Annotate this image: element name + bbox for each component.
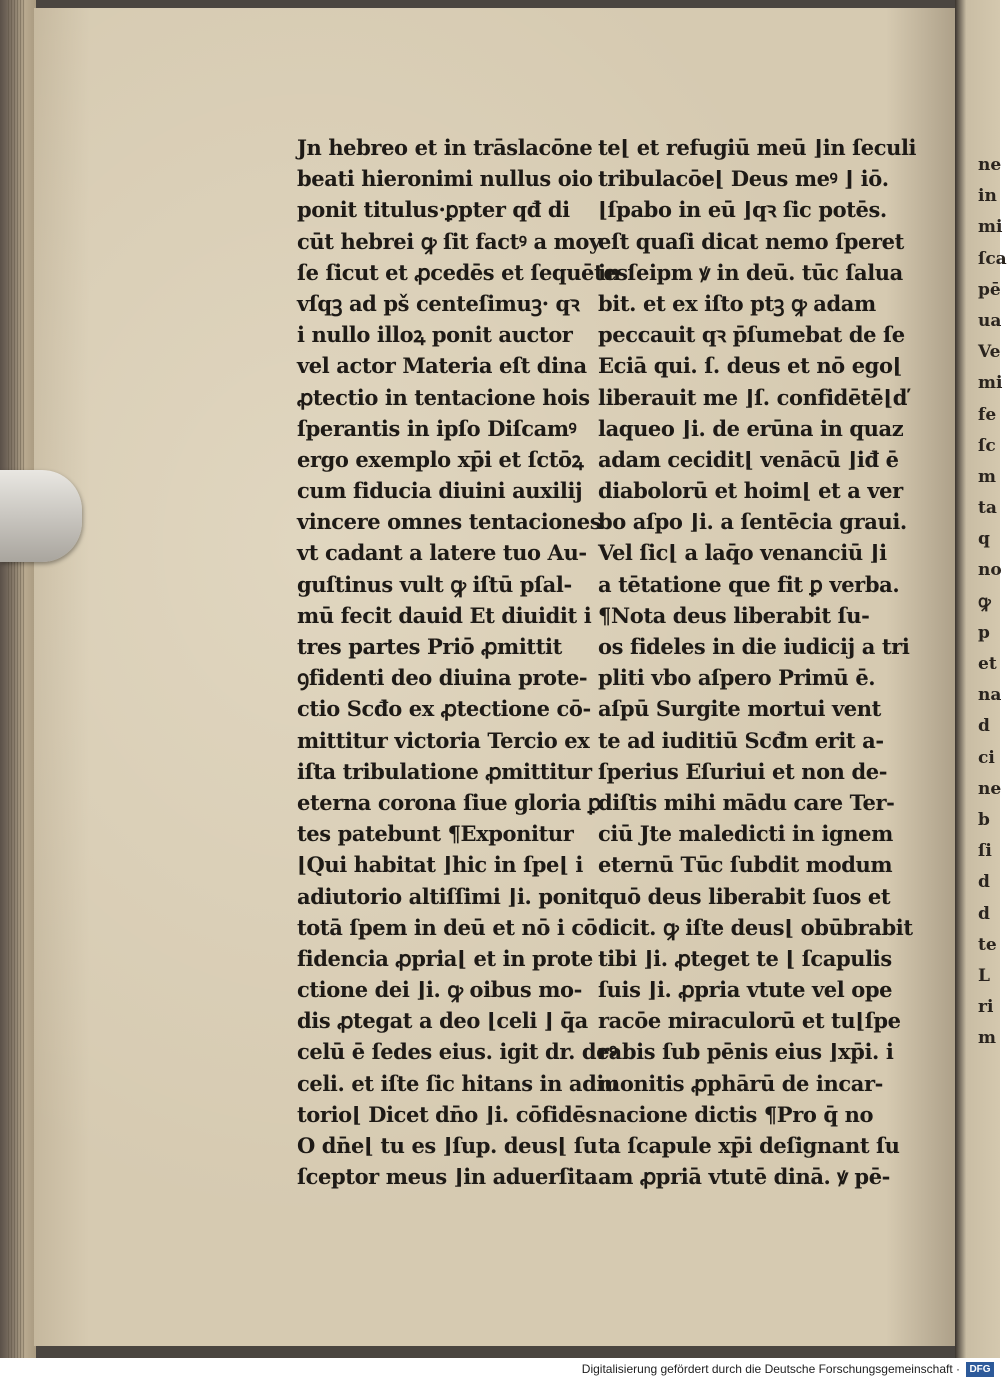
text-line: ꝓtectio in tentacione hois (297, 384, 590, 410)
text-line: am ꝓpriā vtutē dinā. ꝟ pē- (598, 1164, 890, 1190)
text-line: te⌊ et refugiū meū ⌋in ſeculi (598, 135, 917, 160)
facing-text-fragment: d (978, 903, 990, 924)
text-column-right (598, 132, 917, 1192)
facing-text-fragment: m (978, 466, 996, 487)
facing-text-fragment: ſc (978, 435, 996, 456)
text-line: mū fecit dauid Et diuidit i (297, 602, 592, 628)
text-line: mittitur victoria Tercio ex (297, 727, 590, 753)
text-line: cūt hebrei ꝙ ſit factꝰ a moy (297, 228, 601, 254)
facing-text-fragment: te (978, 934, 997, 955)
facing-text-fragment: ne (978, 155, 1002, 175)
text-line: celū ē ſedes eius. igit dr. deꝰ (297, 1039, 617, 1065)
facing-text-fragment: ſi (978, 841, 992, 862)
facing-text-fragment: b (978, 809, 990, 830)
facing-text-fragment: mi (978, 373, 1003, 394)
text-line: pliti vbo aſpero Primū ē. (598, 665, 876, 691)
text-line: adiutorio altiſſimi ⌋i. ponit (297, 883, 598, 909)
page-clip (0, 470, 82, 562)
text-line: cum fiducia diuini auxilij (297, 478, 583, 504)
text-line: nacione dictis ¶Pro q̄ no (598, 1101, 874, 1127)
facing-text-fragment: no (978, 560, 1002, 581)
text-line: eterna corona ſiue gloria ꝑ (297, 789, 601, 815)
text-line: ergo exemplo xp̄i et ſctōꝝ (297, 446, 584, 472)
text-line: quō deus liberabit ſuos et (598, 883, 891, 909)
text-line: Vel ſic⌊ a laq̄o venanciū ⌋i (598, 540, 887, 566)
text-line: monitis ꝓphārū de incar- (598, 1070, 883, 1096)
text-line: ta ſcapule xp̄i deſignant ſu (598, 1133, 900, 1158)
text-line: in ſeipm ꝟ in deū. tūc ſalua (598, 259, 903, 285)
facing-text-fragment: fe (978, 404, 997, 425)
facing-text-fragment: q (978, 529, 990, 550)
text-line: te ad iuditiū Scđm erit a- (598, 727, 884, 753)
facing-text-fragment: pē (978, 279, 1001, 300)
text-line: os fideles in die iudicij a tri (598, 634, 910, 659)
facing-text-fragment: d (978, 716, 990, 737)
text-line: ¶Nota deus liberabit ſu- (598, 602, 870, 628)
facing-text-fragment: p (978, 622, 990, 643)
text-line: diſtis mihi mādu care Ter- (598, 789, 895, 815)
text-line: ⌊Qui habitat ⌋hic in ſpe⌊ i (297, 852, 583, 878)
text-line: vincere omnes tentaciones (297, 509, 602, 535)
text-line: tes patebunt ¶Exponitur (297, 821, 574, 847)
text-line: vt cadant a latere tuo Au- (297, 540, 587, 566)
text-line: torio⌊ Dicet dn̄o ⌋i. cōfidēs (297, 1101, 597, 1127)
digitization-footer (0, 1358, 1000, 1382)
text-line: tibi ⌋i. ꝓteget te ⌊ ſcapulis (598, 945, 892, 971)
dfg-logo: DFG (966, 1362, 994, 1377)
text-line: dis ꝓtegat a deo ⌊celi ⌋ q̄a (297, 1008, 588, 1034)
text-line: ciū Jte maledicti in ignem (598, 821, 893, 847)
text-line: aſpū Surgite mortui vent (598, 696, 881, 722)
text-line: dicit. ꝙ iſte deus⌊ obūbrabit (598, 914, 913, 940)
facing-text-fragment: na (978, 685, 1002, 706)
text-line: O dn̄e⌊ tu es ⌋ſup. deus⌊ ſu (297, 1133, 598, 1158)
text-column-left (297, 132, 628, 1192)
text-line: diabolorū et hoim⌊ et a ver (598, 478, 903, 504)
facing-text-fragment: m (978, 1028, 996, 1049)
text-line: ſuis ⌋i. ꝓpria vtute vel ope (598, 977, 893, 1003)
facing-text-fragment: ꝙ (978, 591, 991, 612)
facing-text-fragment: Ve (978, 342, 1001, 363)
text-line: ⌊ſpabo in eū ⌋qꝛ ſic potēs. (598, 197, 887, 223)
facing-text-fragment: in (978, 186, 997, 207)
text-line: ctio Scđo ex ꝓtectione cō- (297, 696, 591, 722)
facing-text-fragment: ua (978, 310, 1002, 331)
text-line: laqueo ⌋i. de erūna in quaz (598, 415, 904, 441)
text-line: bo aſpo ⌋i. a ſentēcia graui. (598, 509, 907, 535)
text-line: tres partes Priō ꝓmittit (297, 634, 562, 659)
facing-text-fragment: et (978, 654, 997, 674)
facing-text-fragment: ci (978, 747, 995, 768)
text-line: ſperius Eſuriui et non de- (598, 758, 888, 784)
facing-page-text (978, 150, 1007, 1054)
text-line: ponit titulus·ꝑpter qđ di (297, 197, 570, 223)
text-line: ſe ſicut et ꝓcedēs et ſequētes (297, 259, 628, 285)
text-line: beati hieronimi nullus oio (297, 166, 593, 192)
facing-text-fragment: d (978, 872, 990, 893)
text-line: a tētatione que fit ꝑ verba. (598, 571, 900, 597)
facing-text-fragment: ta (978, 498, 997, 519)
text-line: ſceptor meus ⌋in aduerſita (297, 1164, 598, 1190)
text-line: guſtinus vult ꝙ iſtū pſal- (297, 571, 572, 597)
facing-text-fragment: ne (978, 778, 1002, 799)
text-line: racōe miraculorū et tu⌊ſpe (598, 1008, 901, 1034)
text-line: ctione dei ⌋i. ꝙ oibus mo- (297, 977, 582, 1003)
text-line: peccauit qꝛ p̄ſumebat de ſe (598, 322, 905, 348)
text-line: eſt quaſi dicat nemo ſperet (598, 228, 904, 254)
text-line: celi. et iſte ſic hitans in adiu (297, 1070, 619, 1096)
page-stack-edge (0, 0, 36, 1358)
text-line: rabis ſub pēnis eius ⌋xp̄i. i (598, 1039, 894, 1065)
facing-text-fragment: ri (978, 997, 994, 1018)
text-line: liberauit me ⌋ſ. confidētē⌊ď (598, 384, 908, 410)
facing-text-fragment: ſca (978, 248, 1007, 269)
text-line: totā ſpem in deū et nō i cō (297, 914, 598, 940)
text-line: ſperantis in ipſo Diſcamꝰ (297, 415, 577, 441)
text-line: bit. et ex iſto ptꝫ ꝙ adam (598, 290, 876, 316)
text-line: Jn hebreo et in trāslacōne (297, 135, 593, 160)
text-line: adam cecidit⌊ venācū ⌋iđ ē (598, 446, 899, 472)
text-line: vſqꝫ ad pš centeſimuꝫ· qꝛ (297, 290, 580, 316)
funding-credit: Digitalisierung gefördert durch die Deutsche Forschungsgemeinschaft · (581, 1362, 960, 1376)
text-line: i nullo illoꝝ ponit auctor (297, 322, 573, 348)
text-line: iſta tribulatione ꝓmittitur (297, 758, 592, 784)
facing-text-fragment: mi (978, 217, 1003, 238)
text-line: ꝯfidenti deo diuina prote- (297, 665, 588, 691)
text-line: tribulacōe⌊ Deus meꝰ ⌋ iō. (598, 166, 889, 192)
text-line: Eciā qui. ſ. deus et nō ego⌊ (598, 353, 903, 379)
text-line: fidencia ꝓpria⌊ et in prote (297, 945, 593, 971)
facing-text-fragment: L (978, 965, 990, 986)
text-line: eternū Tūc ſubdit modum (598, 852, 893, 878)
text-line: vel actor Materia eſt dina (297, 353, 587, 379)
